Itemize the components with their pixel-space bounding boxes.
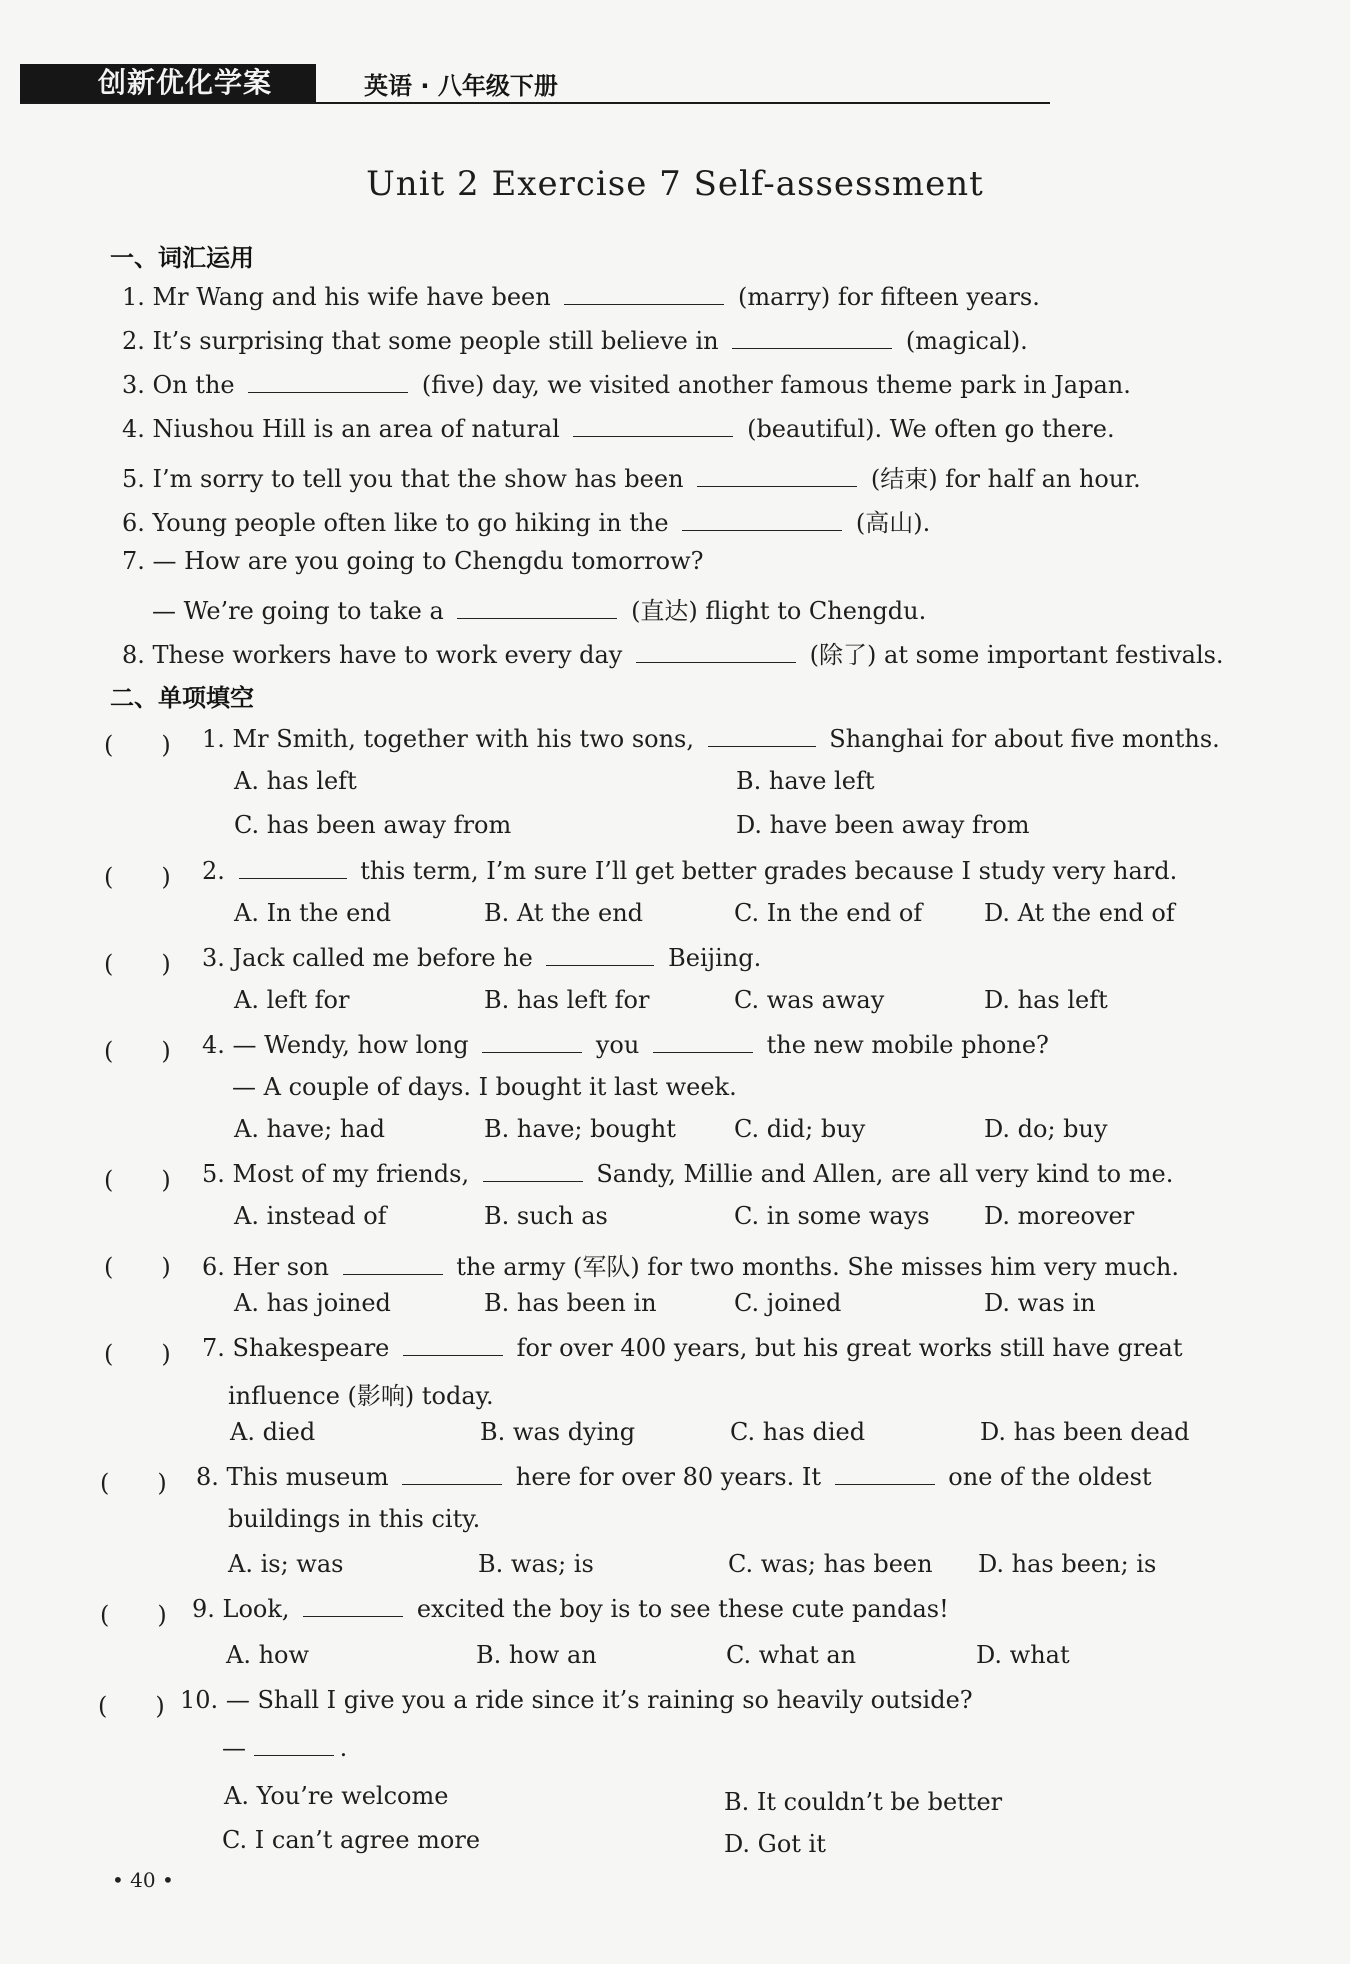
answer-blank [835, 1466, 935, 1485]
option-d[interactable]: D. do; buy [984, 1115, 1108, 1143]
option-c[interactable]: C. has died [730, 1418, 866, 1446]
option-c[interactable]: C. was; has been [728, 1550, 933, 1578]
question-7-stem: 7. Shakespeare for over 400 years, but his great works still have great [202, 1334, 1183, 1362]
option-c[interactable]: C. did; buy [734, 1115, 866, 1143]
answer-blank[interactable] [636, 644, 796, 663]
option-a[interactable]: A. left for [234, 986, 350, 1014]
question-3-stem: 3. Jack called me before he Beijing. [202, 944, 762, 972]
option-b[interactable]: B. At the end [484, 899, 644, 927]
option-a[interactable]: A. how [226, 1641, 310, 1669]
question-7-cont: influence (影响) today. [228, 1382, 494, 1410]
answer-blank [708, 728, 816, 747]
vocab-item-2: 2. It’s surprising that some people still believe in (magical). [122, 327, 1028, 355]
option-d[interactable]: D. At the end of [984, 899, 1175, 927]
option-b[interactable]: B. was dying [480, 1418, 636, 1446]
option-b[interactable]: B. have left [736, 767, 875, 795]
option-d[interactable]: D. Got it [724, 1830, 826, 1858]
question-10-reply: — . [222, 1734, 348, 1762]
option-c[interactable]: C. I can’t agree more [222, 1826, 481, 1854]
option-a[interactable]: A. You’re welcome [224, 1782, 449, 1810]
option-d[interactable]: D. what [976, 1641, 1070, 1669]
option-b[interactable]: B. have; bought [484, 1115, 676, 1143]
option-d[interactable]: D. has left [984, 986, 1108, 1014]
answer-blank[interactable] [248, 374, 408, 393]
vocab-item-4: 4. Niushou Hill is an area of natural (beautiful). We often go there. [122, 415, 1115, 443]
answer-blank [254, 1737, 334, 1756]
answer-blank [483, 1163, 583, 1182]
section1-heading: 一、词汇运用 [110, 244, 254, 272]
option-d[interactable]: D. was in [984, 1289, 1096, 1317]
answer-blank [546, 947, 654, 966]
vocab-item-7-reply: — We’re going to take a (直达) flight to Chengdu. [152, 597, 927, 625]
option-a[interactable]: A. has joined [234, 1289, 391, 1317]
option-b[interactable]: B. how an [476, 1641, 597, 1669]
question-10-stem: 10. — Shall I give you a ride since it’s raining so heavily outside? [180, 1686, 973, 1714]
option-d[interactable]: D. have been away from [736, 811, 1030, 839]
answer-blank[interactable] [732, 330, 892, 349]
answer-blank [403, 1337, 503, 1356]
vocab-item-6: 6. Young people often like to go hiking in the (高山). [122, 509, 931, 537]
subject-label: 英语 · 八年级下册 [364, 72, 558, 100]
answer-blank[interactable] [573, 418, 733, 437]
answer-blank [402, 1466, 502, 1485]
option-c[interactable]: C. has been away from [234, 811, 512, 839]
answer-blank [482, 1034, 582, 1053]
answer-blank[interactable] [457, 600, 617, 619]
vocab-item-7: 7. — How are you going to Chengdu tomorrow? [122, 547, 704, 575]
option-b[interactable]: B. has been in [484, 1289, 657, 1317]
answer-blank [653, 1034, 753, 1053]
answer-paren[interactable]: ( ) [104, 1253, 171, 1281]
vocab-item-5: 5. I’m sorry to tell you that the show has been (结束) for half an hour. [122, 465, 1141, 493]
page-header [0, 0, 1350, 120]
option-b[interactable]: B. such as [484, 1202, 608, 1230]
header-rule [20, 102, 1050, 104]
option-a[interactable]: A. In the end [234, 899, 392, 927]
question-4-reply: — A couple of days. I bought it last week. [232, 1073, 737, 1101]
brand-logo: 创新优化学案 [20, 64, 316, 102]
vocab-item-8: 8. These workers have to work every day (除了) at some important festivals. [122, 641, 1224, 669]
answer-paren[interactable]: ( ) [100, 1469, 167, 1497]
question-8-stem: 8. This museum here for over 80 years. It one of the oldest [196, 1463, 1152, 1491]
option-c[interactable]: C. joined [734, 1289, 842, 1317]
question-8-cont: buildings in this city. [228, 1505, 481, 1533]
option-a[interactable]: A. instead of [234, 1202, 387, 1230]
option-a[interactable]: A. died [230, 1418, 316, 1446]
answer-paren[interactable]: ( ) [100, 1601, 167, 1629]
answer-blank [239, 860, 347, 879]
option-d[interactable]: D. has been; is [978, 1550, 1157, 1578]
option-a[interactable]: A. is; was [228, 1550, 344, 1578]
answer-blank[interactable] [564, 286, 724, 305]
answer-blank [343, 1256, 443, 1275]
question-2-stem: 2. this term, I’m sure I’ll get better grades because I study very hard. [202, 857, 1178, 885]
answer-paren[interactable]: ( ) [104, 1340, 171, 1368]
question-9-stem: 9. Look, excited the boy is to see these cute pandas! [192, 1595, 949, 1623]
page-title: Unit 2 Exercise 7 Self-assessment [366, 164, 984, 204]
answer-paren[interactable]: ( ) [104, 863, 171, 891]
answer-paren[interactable]: ( ) [104, 1166, 171, 1194]
option-c[interactable]: C. was away [734, 986, 885, 1014]
option-b[interactable]: B. It couldn’t be better [724, 1788, 1003, 1816]
answer-paren[interactable]: ( ) [104, 950, 171, 978]
question-1-stem: 1. Mr Smith, together with his two sons, Shanghai for about five months. [202, 725, 1220, 753]
answer-paren[interactable]: ( ) [98, 1692, 165, 1720]
section2-heading: 二、单项填空 [110, 684, 254, 712]
question-4-stem: 4. — Wendy, how long you the new mobile phone? [202, 1031, 1049, 1059]
vocab-item-3: 3. On the (five) day, we visited another famous theme park in Japan. [122, 371, 1131, 399]
question-5-stem: 5. Most of my friends, Sandy, Millie and Allen, are all very kind to me. [202, 1160, 1174, 1188]
option-d[interactable]: D. has been dead [980, 1418, 1190, 1446]
option-b[interactable]: B. was; is [478, 1550, 594, 1578]
option-c[interactable]: C. in some ways [734, 1202, 930, 1230]
option-b[interactable]: B. has left for [484, 986, 650, 1014]
answer-paren[interactable]: ( ) [104, 1037, 171, 1065]
option-a[interactable]: A. have; had [234, 1115, 385, 1143]
question-6-stem: 6. Her son the army (军队) for two months. She misses him very much. [202, 1253, 1179, 1281]
answer-paren[interactable]: ( ) [104, 731, 171, 759]
answer-blank[interactable] [682, 512, 842, 531]
page-number: • 40 • [112, 1868, 174, 1892]
answer-blank [303, 1598, 403, 1617]
answer-blank[interactable] [697, 468, 857, 487]
vocab-item-1: 1. Mr Wang and his wife have been (marry) for fifteen years. [122, 283, 1040, 311]
option-a[interactable]: A. has left [234, 767, 357, 795]
option-c[interactable]: C. In the end of [734, 899, 923, 927]
option-c[interactable]: C. what an [726, 1641, 857, 1669]
option-d[interactable]: D. moreover [984, 1202, 1135, 1230]
